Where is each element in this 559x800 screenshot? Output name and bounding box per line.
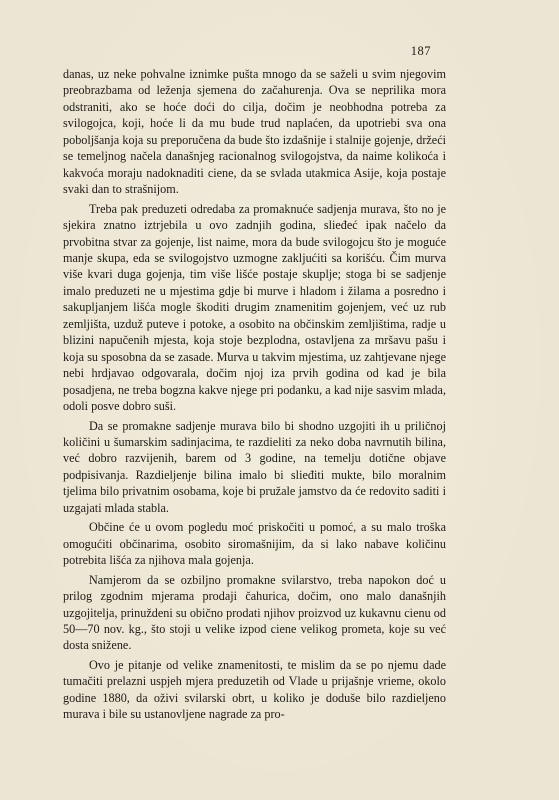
paragraph-murva-planting: Treba pak preduzeti odredaba za promaknuće sadjenja murava, što no je sjekira znatno iztrjebila u ovo zadnjih godina, slieđeć ipak načelo da prvobitna stvar za gojenje, list naime, mora da bude svilogojcu što je moguće manje skupa, eda se svilogojstvo uzmogne zakljućiti sa korišću. Čim murva više kvari duga gojenja, tim više lišće postaje skuplje; stoga bi se sadjenje imalo preduzeti ne u mjestima gdje bi murve i hladom i žilama a posredno i sakupljanjem lišća mogle škoditi drugim znamenitim gojenjem, već uz rub zemljišta, uzduž puteve i potoke, a osobito na občinskim zemljištima, radje u blizini napučenih mjesta, koja stoje bezplodna, ostavljena za mršavu pašu i koja su sposobna da se zasade. Murva u takvim mjestima, uz zahtjevane njege nebi hrdjavao odgovarala, dočim njoj iza prvih godina od kad je bila posadjena, ne treba bogzna kakve njege pri podanku, a kad nije sasvim mlada, odoli posve dobro suši.	[63, 201, 446, 414]
paragraph-nurseries: Da se promakne sadjenje murava bilo bi shodno uzgojiti ih u priličnoj količini u šumarskim sadinjacima, te razdieliti za neko doba navrnutih bilina, već dobro razvijenih, barem od 3 godine, na temelju dotične objave podpisivanja. Razdieljenje bilina imalo bi slieđiti mukte, bilo moralnim tjelima bilo privatnim osobama, koje bi pružale jamstvo da će redovito saditi i uzgajati mlada stabla.	[63, 418, 446, 515]
page-number: 187	[410, 44, 431, 58]
paragraph-cocoon-sales: Namjerom da se ozbiljno promakne svilarstvo, treba napokon doć u prilog zgodnim mjerama prodaji čahurica, dočim, ono malo današnjih uzgojitelja, prinuždeni su običnо prodati njihov proizvod uz kukavnu cienu od 50—70 nov. kg., što stoji u velike izpod ciene velikog prometa, koje su već dosta snižene.	[63, 572, 446, 653]
paragraph-municipalities: Občine će u ovom pogledu moć priskočiti u pomoć, a su malo troška omogućiti občinarima, osobito siromašnijim, da si lako nabave količinu potrebita lišća za njihova mala gojenja.	[63, 520, 446, 568]
paragraph-government-measures: Ovo je pitanje od velike znamenitosti, te mislim da se po njemu dade tumačiti prelazni uspjeh mjera preduzetih od Vlade u prijašnje vrieme, okolo godine 1880, da oživi svilarski obrt, u koliko je doduše bilo razdieljeno murava i bile su ustanovljene nagrade za pro-	[63, 657, 446, 722]
paragraph-continued: danas, uz neke pohvalne iznimke pušta mnogo da se saželi u svim njegovim preobrazbama od leženja sjemena do začahurenja. Ova se neprilika mora odstraniti, ako se hoće doći do cilja, dočim je neobhodna potreba za svilogojca, koji, hoće li da mu bude trud naplaćen, da upotriebi sva ona poboljšanja koja su preporučena da bude što izdašnije i stalnije gojenje, držeći se temeljnog načela današnjeg racionalnog svilogojstva, da naime kolikoća i kakvoća moraju nadoknaditi ciene, da se svlada utakmica Asije, koja postaje svaki dan to strašnijom.	[63, 67, 446, 197]
body-text	[63, 66, 446, 726]
